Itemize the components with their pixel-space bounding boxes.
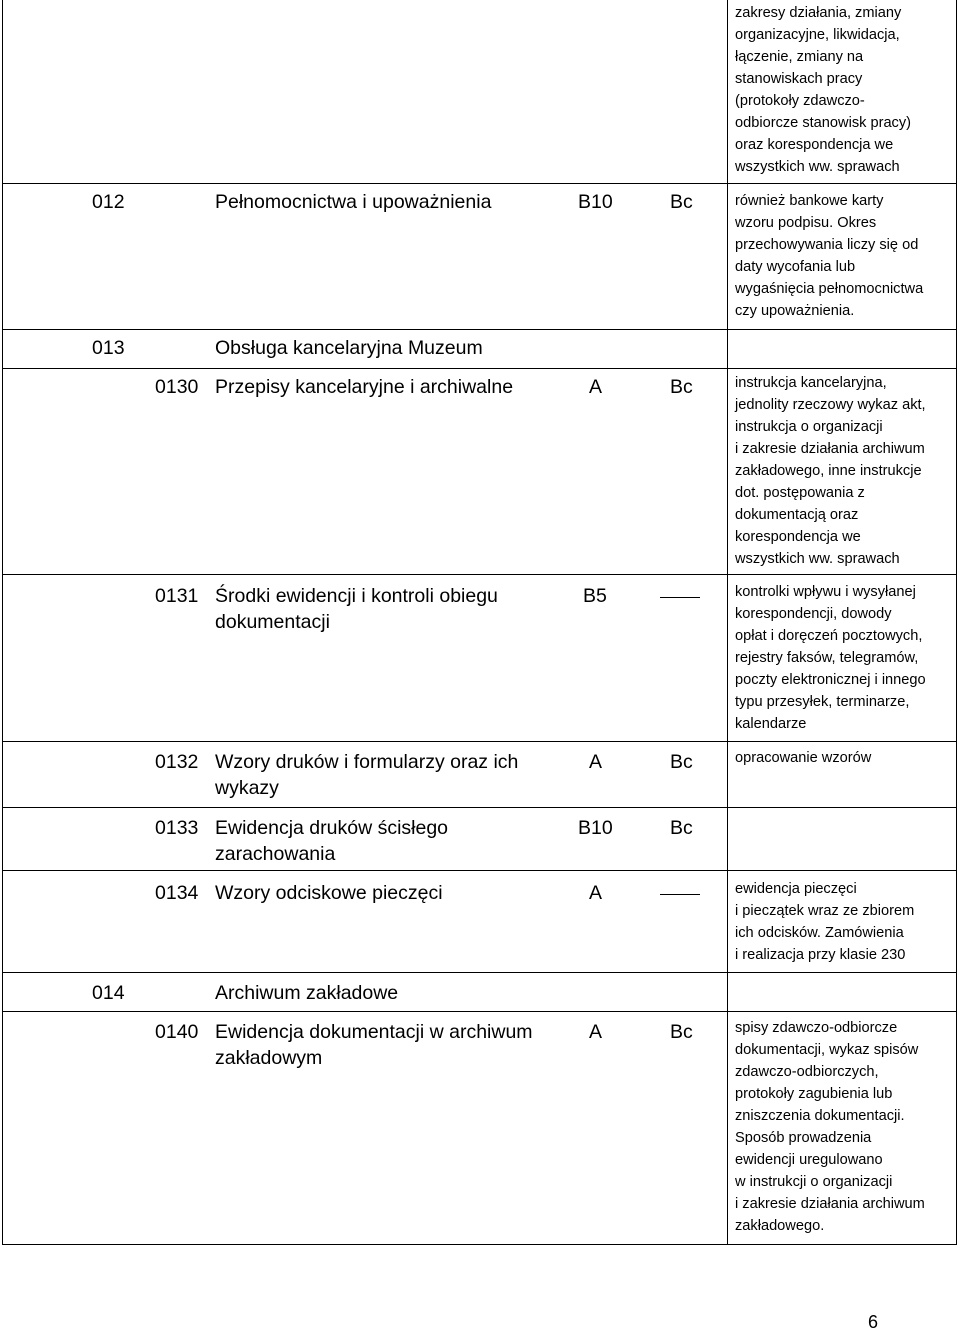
note-line: kontrolki wpływu i wysyłanej xyxy=(735,584,916,600)
note-line: rejestry faksów, telegramów, xyxy=(735,650,919,666)
column-divider xyxy=(727,0,728,1245)
dash-mark xyxy=(660,597,700,598)
note-line: jednolity rzeczowy wykaz akt, xyxy=(735,397,926,413)
row-title: Obsługa kancelaryjna Muzeum xyxy=(215,337,483,359)
row-divider xyxy=(2,368,957,369)
row-category: A xyxy=(589,751,603,773)
note-line: typu przesyłek, terminarze, xyxy=(735,694,910,710)
page-number: 6 xyxy=(868,1312,879,1332)
note-line: zakładowego. xyxy=(735,1218,825,1234)
row-title: zarachowania xyxy=(215,843,336,865)
note-line: przechowywania liczy się od xyxy=(735,237,919,253)
row-divider xyxy=(2,870,957,871)
note-line: w instrukcji o organizacji xyxy=(735,1174,893,1190)
row-category-2: Bc xyxy=(670,376,693,398)
note-line: korespondencja we xyxy=(735,529,861,545)
note-line: zdawczo-odbiorczych, xyxy=(735,1064,879,1080)
row-title: Środki ewidencji i kontroli obiegu xyxy=(215,585,498,607)
note-line: (protokoły zdawczo- xyxy=(735,93,865,109)
note-line: wszystkich ww. sprawach xyxy=(735,159,900,175)
note-line: poczty elektronicznej i innego xyxy=(735,672,926,688)
row-category-2: Bc xyxy=(670,191,693,213)
row-divider xyxy=(2,183,957,184)
row-category-2: Bc xyxy=(670,1021,693,1043)
note-line: oraz korespondencja we xyxy=(735,137,894,153)
row-title: dokumentacji xyxy=(215,611,330,633)
row-category: A xyxy=(589,882,603,904)
row-code: 0130 xyxy=(155,376,199,398)
note-line: instrukcja kancelaryjna, xyxy=(735,375,887,391)
row-code: 0133 xyxy=(155,817,199,839)
note-line: opłat i doręczeń pocztowych, xyxy=(735,628,923,644)
note-line: i zakresie działania archiwum xyxy=(735,441,925,457)
note-line: również bankowe karty xyxy=(735,193,884,209)
note-line: wygaśnięcia pełnomocnictwa xyxy=(735,281,924,297)
row-category: B10 xyxy=(578,191,613,213)
note-line: ewidencja pieczęci xyxy=(735,881,857,897)
row-divider xyxy=(2,741,957,742)
table-border-right xyxy=(956,0,957,1245)
note-line: łączenie, zmiany na xyxy=(735,49,864,65)
note-line: protokoły zagubienia lub xyxy=(735,1086,893,1102)
note-line: wzoru podpisu. Okres xyxy=(735,215,877,231)
row-title: Archiwum zakładowe xyxy=(215,982,399,1004)
note-line: i realizacja przy klasie 230 xyxy=(735,947,906,963)
row-divider xyxy=(2,807,957,808)
note-line: ich odcisków. Zamówienia xyxy=(735,925,904,941)
note-line: stanowiskach pracy xyxy=(735,71,863,87)
note-line: odbiorcze stanowisk pracy) xyxy=(735,115,912,131)
row-code: 012 xyxy=(92,191,125,213)
row-divider xyxy=(2,329,957,330)
row-category: A xyxy=(589,1021,603,1043)
row-title: Przepisy kancelaryjne i archiwalne xyxy=(215,376,514,398)
note-line: dot. postępowania z xyxy=(735,485,865,501)
row-code: 013 xyxy=(92,337,125,359)
note-line: zniszczenia dokumentacji. xyxy=(735,1108,905,1124)
table-border-left xyxy=(2,0,3,1245)
row-title: zakładowym xyxy=(215,1047,323,1069)
row-category-2: Bc xyxy=(670,817,693,839)
row-category: B10 xyxy=(578,817,613,839)
row-title: Wzory odciskowe pieczęci xyxy=(215,882,443,904)
dash-mark xyxy=(660,894,700,895)
row-title: Ewidencja druków ścisłego xyxy=(215,817,449,839)
note-line: Sposób prowadzenia xyxy=(735,1130,872,1146)
row-divider xyxy=(2,972,957,973)
row-divider xyxy=(2,574,957,575)
note-line: i pieczątek wraz ze zbiorem xyxy=(735,903,915,919)
row-code: 0131 xyxy=(155,585,199,607)
note-line: dokumentacji, wykaz spisów xyxy=(735,1042,919,1058)
note-line: spisy zdawczo-odbiorcze xyxy=(735,1020,898,1036)
note-line: daty wycofania lub xyxy=(735,259,856,275)
row-title: Pełnomocnictwa i upoważnienia xyxy=(215,191,492,213)
note-line: instrukcja o organizacji xyxy=(735,419,883,435)
note-line: opracowanie wzorów xyxy=(735,750,872,766)
note-line: kalendarze xyxy=(735,716,807,732)
table-border-bottom xyxy=(2,1244,957,1245)
row-code: 0134 xyxy=(155,882,199,904)
row-divider xyxy=(2,1011,957,1012)
row-code: 014 xyxy=(92,982,125,1004)
row-title: Wzory druków i formularzy oraz ich xyxy=(215,751,519,773)
note-line: zakładowego, inne instrukcje xyxy=(735,463,922,479)
row-category: B5 xyxy=(583,585,607,607)
note-line: korespondencji, dowody xyxy=(735,606,892,622)
row-code: 0140 xyxy=(155,1021,199,1043)
note-line: ewidencji uregulowano xyxy=(735,1152,883,1168)
row-category: A xyxy=(589,376,603,398)
row-category-2: Bc xyxy=(670,751,693,773)
note-line: organizacyjne, likwidacja, xyxy=(735,27,900,43)
note-line: i zakresie działania archiwum xyxy=(735,1196,925,1212)
row-code: 0132 xyxy=(155,751,199,773)
note-line: czy upoważnienia. xyxy=(735,303,855,319)
note-line: wszystkich ww. sprawach xyxy=(735,551,900,567)
row-title: Ewidencja dokumentacji w archiwum xyxy=(215,1021,533,1043)
row-title: wykazy xyxy=(215,777,279,799)
note-line: zakresy działania, zmiany xyxy=(735,5,902,21)
note-line: dokumentacją oraz xyxy=(735,507,859,523)
